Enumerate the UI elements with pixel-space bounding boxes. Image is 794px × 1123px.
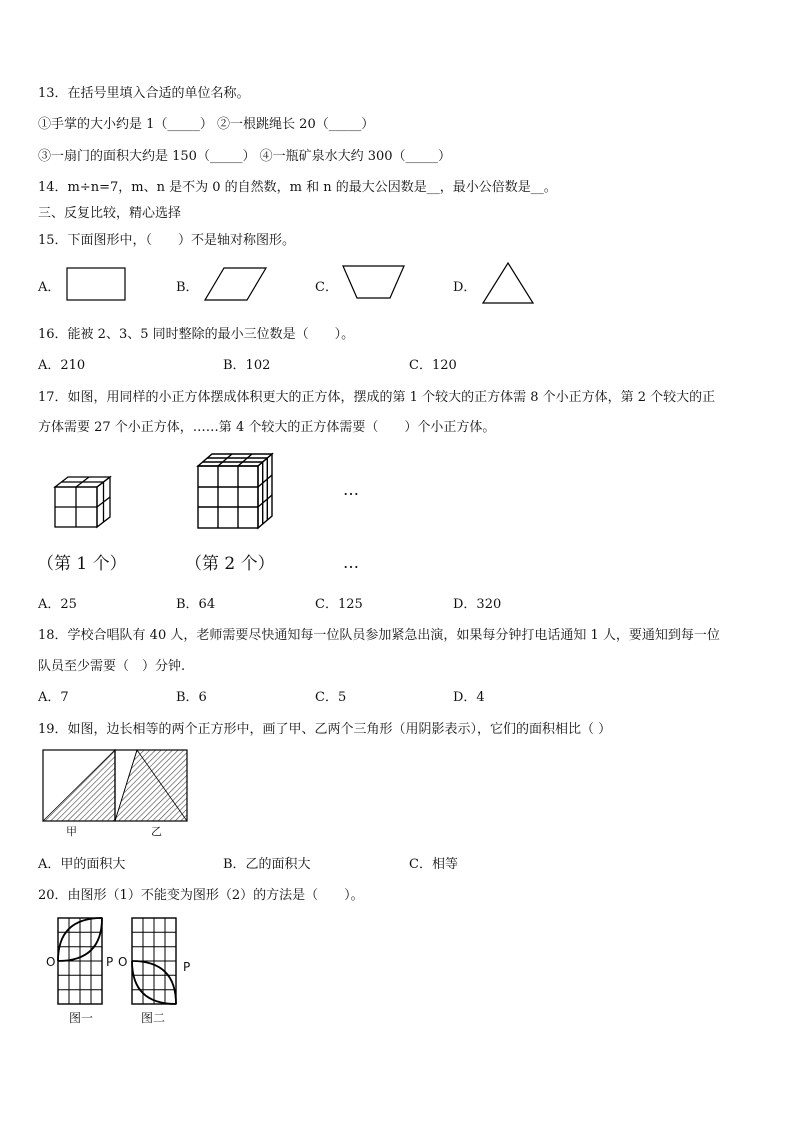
label-jia: 甲 xyxy=(66,825,77,838)
q15-stem: 15．下面图形中，（ ）不是轴对称图形。 xyxy=(38,233,296,248)
q17-caption-2: （第 2 个） xyxy=(185,554,275,574)
q18-stem-line2: 队员至少需要（ ）分钟. xyxy=(38,659,186,674)
q18-option-d: D．4 xyxy=(453,690,485,705)
point-p-2: P xyxy=(183,960,191,974)
q17-ellipsis-bottom: … xyxy=(343,553,359,572)
q15-option-d: D． xyxy=(453,280,477,295)
q17-option-c: C．125 xyxy=(315,597,363,612)
q17-option-b: B．64 xyxy=(176,597,216,612)
point-p-1: P xyxy=(106,955,114,969)
q16-stem: 16．能被 2、3、5 同时整除的最小三位数是（ ）。 xyxy=(38,327,355,342)
q19-option-b: B．乙的面积大 xyxy=(223,857,311,872)
label-yi: 乙 xyxy=(151,825,162,838)
q14-stem: 14．m÷n=7，m、n 是不为 0 的自然数，m 和 n 的最大公因数是__，最小公倍数是__。 xyxy=(38,180,557,195)
q20-stem: 20．由图形（1）不能变为图形（2）的方法是（ ）。 xyxy=(38,888,364,903)
q16-option-b: B．102 xyxy=(223,358,271,373)
q16-option-c: C．120 xyxy=(409,358,457,373)
figure-2-caption: 图二 xyxy=(141,1011,166,1025)
section3-title: 三、反复比较，精心选择 xyxy=(38,206,182,221)
q18-stem-line1: 18．学校合唱队有 40 人，老师需要尽快通知每一位队员参加紧急出演，如果每分钟打电话通知 1 人，要通知到每一位 xyxy=(38,628,720,643)
q15-option-a: A． xyxy=(38,280,61,295)
q19-option-a: A．甲的面积大 xyxy=(38,857,126,872)
q13-row2: ③一扇门的面积大约是 150（_____） ④一瓶矿泉水大约 300（_____） xyxy=(38,149,452,164)
q19-option-c: C．相等 xyxy=(409,857,458,872)
q17-option-a: A．25 xyxy=(38,597,77,612)
q13-stem: 13．在括号里填入合适的单位名称。 xyxy=(38,86,250,101)
q17-stem-line2: 方体需要 27 个小正方体，……第 4 个较大的正方体需要（ ）个小正方体。 xyxy=(38,420,496,435)
q18-option-a: A．7 xyxy=(38,690,69,705)
figure-1-caption: 图一 xyxy=(69,1011,94,1025)
q18-option-b: B．6 xyxy=(176,690,207,705)
q18-option-c: C．5 xyxy=(315,690,347,705)
point-o-1: O xyxy=(46,955,56,969)
q19-stem: 19．如图，边长相等的两个正方形中，画了甲、乙两个三角形（用阴影表示），它们的面积相比（ ） xyxy=(38,722,612,737)
point-o-2: O xyxy=(118,955,128,969)
q17-caption-1: （第 1 个） xyxy=(37,554,127,574)
q17-stem-line1: 17．如图，用同样的小正方体摆成体积更大的正方体，摆成的第 1 个较大的正方体需 8 个小正方体，第 2 个较大的正 xyxy=(38,390,716,405)
q17-option-d: D．320 xyxy=(453,597,502,612)
q15-option-b: B． xyxy=(176,280,199,295)
q16-option-a: A．210 xyxy=(38,358,86,373)
q17-ellipsis-top: … xyxy=(343,480,359,499)
q13-row1: ①手掌的大小约是 1（_____） ②一根跳绳长 20（_____） xyxy=(38,117,375,132)
q15-option-c: C． xyxy=(315,280,338,295)
